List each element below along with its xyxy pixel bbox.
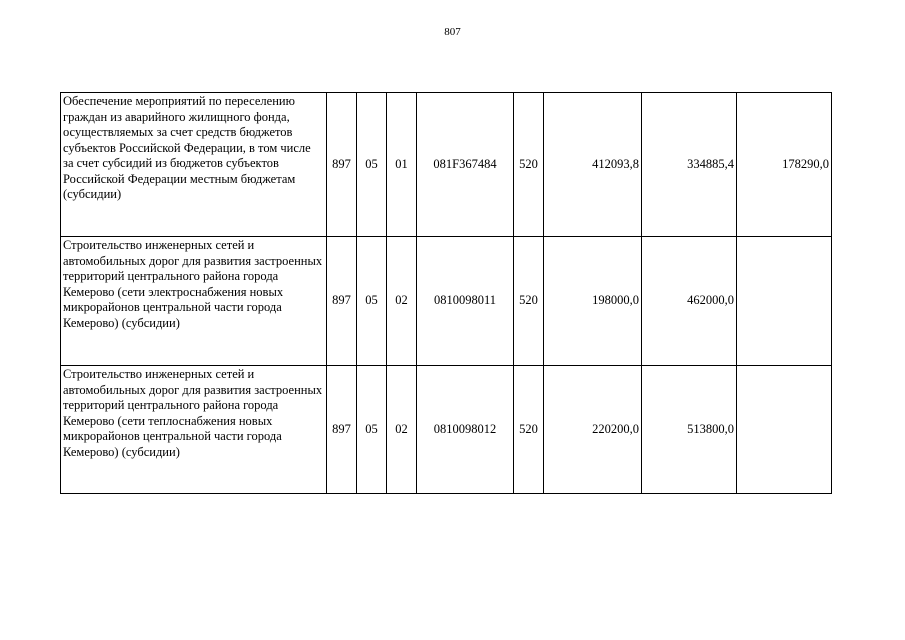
- target-article-code: 0810098011: [417, 237, 514, 366]
- row-description: Строительство инженерных сетей и автомобильных дорог для развития застроенных территорий центрального района города Кемерово (сети теплоснабжения новых микрорайонов центральной части города Кемерово) (субсидии): [61, 366, 327, 494]
- amount-year-1: 198000,0: [544, 237, 642, 366]
- amount-year-1: 220200,0: [544, 366, 642, 494]
- amount-year-3: [737, 366, 832, 494]
- table-row: [61, 366, 832, 494]
- amount-year-3: [737, 237, 832, 366]
- section-code: 05: [357, 93, 387, 237]
- expense-type-code: 520: [514, 366, 544, 494]
- amount-year-3: 178290,0: [737, 93, 832, 237]
- amount-year-2: 513800,0: [642, 366, 737, 494]
- budget-table: [60, 92, 832, 494]
- table-row: [61, 237, 832, 366]
- section-code: 05: [357, 366, 387, 494]
- subsection-code: 01: [387, 93, 417, 237]
- expense-type-code: 520: [514, 237, 544, 366]
- subsection-code: 02: [387, 237, 417, 366]
- page-number: 807: [444, 26, 461, 38]
- subsection-code: 02: [387, 366, 417, 494]
- target-article-code: 081F367484: [417, 93, 514, 237]
- amount-year-2: 334885,4: [642, 93, 737, 237]
- row-description: Строительство инженерных сетей и автомобильных дорог для развития застроенных территорий центрального района города Кемерово (сети электроснабжения новых микрорайонов центральной части города Кемерово) (субсидии): [61, 237, 327, 366]
- table-row: [61, 93, 832, 237]
- section-code: 05: [357, 237, 387, 366]
- expense-type-code: 520: [514, 93, 544, 237]
- ministry-code: 897: [327, 93, 357, 237]
- target-article-code: 0810098012: [417, 366, 514, 494]
- ministry-code: 897: [327, 237, 357, 366]
- row-description: Обеспечение мероприятий по переселению граждан из аварийного жилищного фонда, осуществляемых за счет средств бюджетов субъектов Российской Федерации, в том числе за счет субсидий из бюджетов субъектов Российской Федерации местным бюджетам (субсидии): [61, 93, 327, 237]
- amount-year-1: 412093,8: [544, 93, 642, 237]
- amount-year-2: 462000,0: [642, 237, 737, 366]
- ministry-code: 897: [327, 366, 357, 494]
